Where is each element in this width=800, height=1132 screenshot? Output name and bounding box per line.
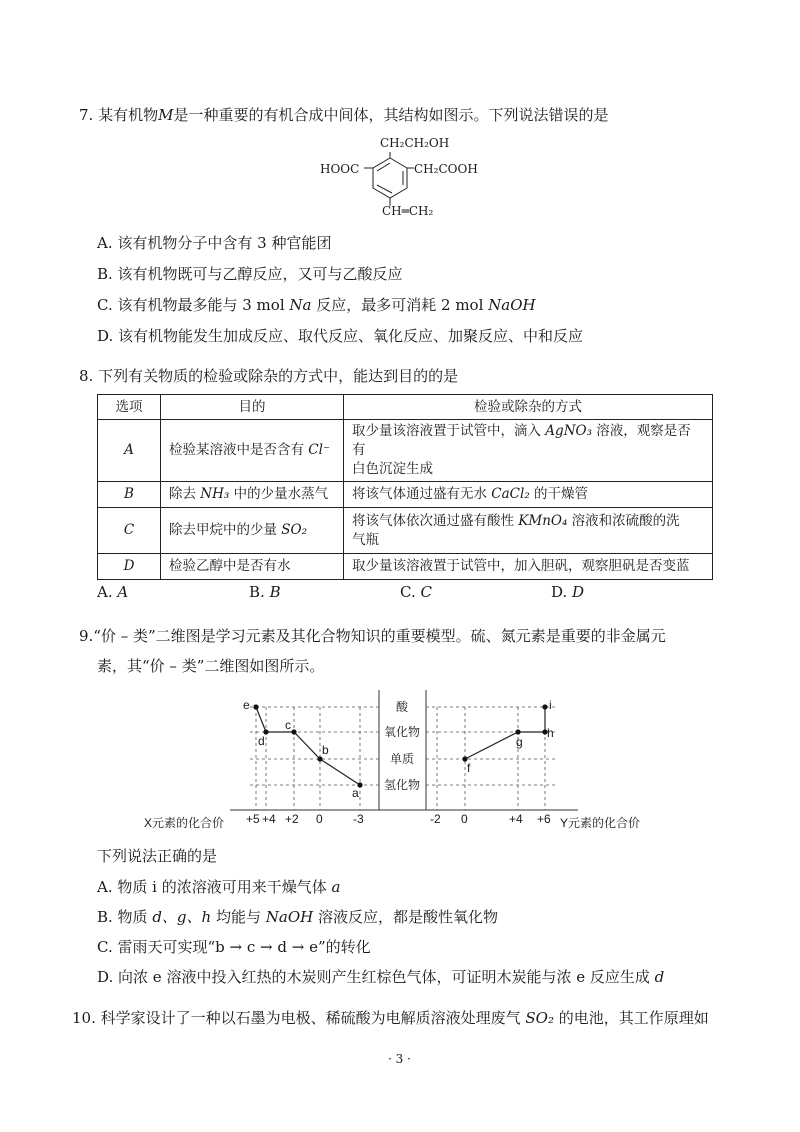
table-cell-option: A [98,420,161,482]
method-text: 白色沉淀生成 [352,461,433,477]
q8-stem: 8. 下列有关物质的检验或除杂的方式中，能达到目的的是 [79,367,459,385]
table-cell-goal [161,420,344,482]
q8-table [97,394,713,580]
goal-text: 中的少量水蒸气 [229,486,329,502]
table-cell-option: C [98,508,161,554]
label-c: c [285,718,291,732]
q7-stem-var: M [158,106,174,124]
valence-class-graph [140,690,660,835]
table-cell-option: D [98,554,161,580]
table-header: 目的 [161,395,344,420]
label-a: a [352,786,359,800]
y-tick: -2 [430,812,441,826]
y-tick: 0 [461,812,468,826]
category-acid: 酸 [396,700,409,714]
q8-answer-b [249,582,281,602]
q7-option-c [97,295,536,315]
label-i: i [549,698,552,712]
label-d: d [258,734,265,748]
label-g: g [516,735,523,749]
q7-right-group: CH₂COOH [414,162,478,176]
q7-option-c-naoh: NaOH [488,296,536,314]
table-cell-goal: 检验乙醇中是否有水 [161,554,344,580]
q7-option-c-mid: 反应，最多可消耗 2 mol [311,296,489,314]
answer-value: D [572,583,585,601]
q10-stem [72,1008,709,1028]
table-cell-method [344,508,713,554]
goal-text: 除去甲烷中的少量 [169,522,282,538]
q7-option-c-pre: C. 该有机物最多能与 3 mol [97,296,290,314]
method-text: 将该气体依次通过盛有酸性 [352,512,519,529]
q8-answer-c [400,582,432,602]
y-tick: +6 [537,812,551,826]
table-cell-goal [161,508,344,554]
table-cell-option: B [98,482,161,508]
y-axis-label: Y元素的化合价 [560,816,641,830]
q7-option-b: B. 该有机物既可与乙醇反应，又可与乙酸反应 [97,265,403,283]
q9-option-a-text: A. 物质 i 的浓溶液可用来干燥气体 [97,878,332,896]
method-chem: CaCl₂ [491,486,530,502]
category-oxide: 氧化物 [384,725,421,739]
x-tick: 0 [316,812,323,826]
q10-stem-text: 10. 科学家设计了一种以石墨为电极、稀硫酸为电解质溶液处理废气 [72,1009,526,1027]
q9-option-b-naoh: NaOH [265,908,314,926]
method-text: 取少量该溶液置于试管中，滴入 [352,423,546,439]
q7-stem [79,105,608,125]
q9-option-c: C. 雷雨天可实现“b → c → d → e”的转化 [97,938,371,956]
table-header: 检验或除杂的方式 [344,395,713,420]
answer-letter: D. [551,583,573,601]
right-path [465,707,545,759]
goal-chem: Cl⁻ [308,442,331,458]
q9-stem-line1: 9.“价 – 类”二维图是学习元素及其化合物知识的重要模型。硫、氮元素是重要的非金属元 [79,627,666,645]
point-g [515,729,520,734]
method-chem: AgNO₃ [545,423,592,439]
q9-prompt: 下列说法正确的是 [97,847,218,865]
table-cell-method [344,420,713,482]
x-axis-label: X元素的化合价 [144,816,225,830]
x-tick: +4 [262,812,276,826]
q9-option-d-var: d [654,968,665,986]
answer-letter: C. [400,583,421,601]
point-c [291,729,296,734]
q7-structure [310,132,510,222]
label-f: f [467,761,471,775]
x-tick: -3 [353,812,364,826]
q9-option-b-mid: 均能与 [211,908,266,926]
goal-chem: SO₂ [281,522,308,538]
q9-option-a [97,877,340,897]
page-number: · 3 · [388,1052,411,1066]
table-header-row [98,395,713,420]
left-path [256,707,360,785]
q8-answer-d [551,582,584,602]
method-text: 溶液，观察是否有 [352,423,691,458]
table-cell-goal [161,482,344,508]
method-chem: KMnO₄ [518,512,568,529]
q9-option-b-var: d、g、h [152,908,212,926]
table-cell-method [344,482,713,508]
category-hydride: 氢化物 [384,778,421,792]
q10-stem-chem: SO₂ [525,1009,554,1027]
method-text: 将该气体通过盛有无水 [352,486,492,502]
q7-bottom-group: CH═CH₂ [382,204,434,218]
table-row [98,508,713,554]
answer-value: C [420,583,432,601]
q7-stem-text: 7. 某有机物 [79,106,159,124]
goal-chem: NH₃ [200,486,230,502]
table-row [98,482,713,508]
x-tick: +2 [285,812,299,826]
label-h: h [547,726,554,740]
category-element: 单质 [390,752,415,766]
x-tick: +5 [246,812,260,826]
point-b [317,756,322,761]
point-e [253,704,258,709]
goal-text: 除去 [169,486,201,502]
method-text: 溶液和浓硫酸的洗 [567,512,680,529]
q9-option-d-text: D. 向浓 e 溶液中投入红热的木炭则产生红棕色气体，可证明木炭能与浓 e 反应生成 [97,968,655,986]
table-row [98,420,713,482]
goal-text: 检验某溶液中是否含有 [169,442,309,458]
q7-option-c-na: Na [289,296,312,314]
q7-left-group: HOOC [320,162,360,176]
q9-stem-line2: 素，其“价 – 类”二维图如图所示。 [97,657,325,675]
point-i [542,704,547,709]
method-text: 气瓶 [352,531,379,548]
label-e: e [243,698,250,712]
q9-option-b-text: B. 物质 [97,908,153,926]
answer-value: A [117,583,129,601]
q9-option-d [97,967,664,987]
answer-value: B [269,583,281,601]
y-tick: +4 [509,812,523,826]
q7-stem-rest: 是一种重要的有机合成中间体，其结构如图示。下列说法错误的是 [173,106,609,124]
answer-letter: A. [97,583,118,601]
table-row [98,554,713,580]
q7-option-d: D. 该有机物能发生加成反应、取代反应、氧化反应、加聚反应、中和反应 [97,327,584,345]
q10-stem-post: 的电池，其工作原理如 [554,1009,709,1027]
label-b: b [322,743,329,757]
answer-letter: B. [249,583,270,601]
q7-option-a: A. 该有机物分子中含有 3 种官能团 [97,234,332,252]
q9-option-b-post: 溶液反应，都是酸性氧化物 [313,908,498,926]
table-cell-method: 取少量该溶液置于试管中，加入胆矾，观察胆矾是否变蓝 [344,554,713,580]
q9-option-b [97,907,498,927]
method-text: 的干燥管 [529,486,589,502]
q8-answer-a [97,582,128,602]
q7-top-group: CH₂CH₂OH [380,136,450,150]
table-header: 选项 [98,395,161,420]
q9-option-a-var: a [331,878,341,896]
